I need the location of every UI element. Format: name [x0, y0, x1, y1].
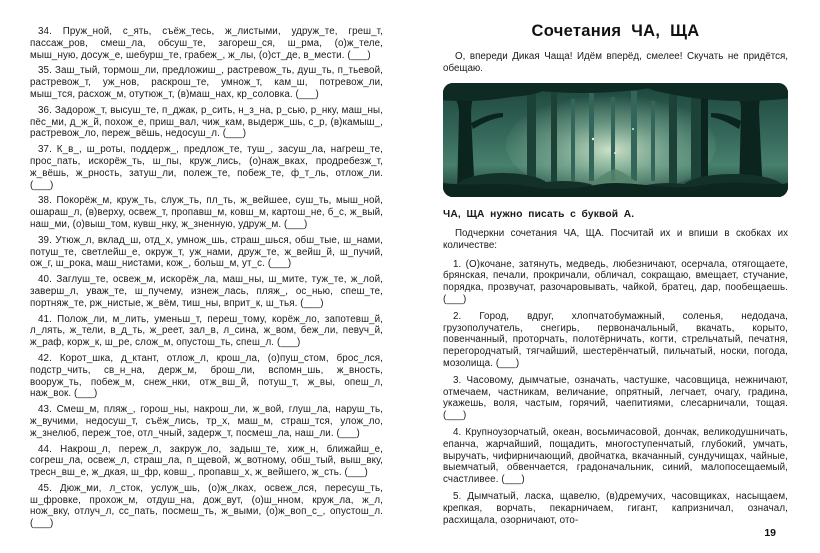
forest-svg [443, 83, 788, 197]
exercise-number: 40. [38, 274, 52, 286]
exercise-text: Корот_шка, д_ктант, отлож_л, крош_ла, (о)пуш_стом, брос_лся, подстр_чить, св_н_на, держ_м, брош_ли, вспомн_шь, ж_вность, вооруж_ть, побеж_м, снеж_нки, отж_вш_й, потуш_т, ж_вы, опеш_л, наж_вок. (___) [30, 352, 383, 400]
exercise-paragraph [30, 65, 383, 100]
word-list-item [443, 427, 788, 486]
exercise-list [30, 26, 383, 530]
item-text: Город, вдруг, хлопчатобумажный, соленья, недодача, грузополучатель, снегирь, первоначальный, вкачать, корыто, повенчанный, проторчать, полотёрничать, когти, стрельчатый, печатня, перегородчатый, тягчайший, шестерёнчатый, пильчатый, носки, погода, мозолища. (___) [443, 310, 788, 369]
word-list-item [443, 375, 788, 422]
exercise-paragraph [30, 26, 383, 61]
exercise-number: 45. [38, 482, 52, 494]
item-number: 5. [453, 490, 462, 502]
forest-illustration [443, 83, 788, 197]
exercise-number: 36. [38, 104, 52, 116]
exercise-paragraph [30, 105, 383, 140]
exercise-number: 43. [38, 404, 52, 416]
right-page [443, 0, 788, 553]
exercise-paragraph [30, 235, 383, 270]
exercise-number: 44. [38, 443, 52, 455]
word-list [443, 259, 788, 527]
exercise-paragraph [30, 483, 383, 530]
exercise-text: Заглуш_те, освеж_м, искорёж_ла, маш_ны, ш_мите, туж_те, ж_лой, заверш_л, уваж_те, ш_пучему, изнеж_лась, пляж_, ос_нью, спеш_те, портняж_те, рж_нистые, ж_вём, тиш_ны, вприт_к, ш_тья. (___) [30, 274, 383, 309]
exercise-number: 39. [38, 234, 52, 246]
exercise-text: Накрош_л, переж_л, закруж_ло, задыш_те, хиж_н, ближайш_е, согреш_ла, освеж_л, страш_ла, п_щевой, ж_вотному, обш_тый, выш_вку, тресн_вш_е, ж_дкая, ш_фр, ковш_, пропавш_х, ж_вейшего, ж_сть. (___) [30, 443, 383, 479]
exercise-number: 35. [38, 65, 52, 77]
epigraph-text: О, впереди Дикая Чаща! Идём вперёд, смелее! Скучать не придётся, обещаю. [443, 51, 788, 75]
exercise-text: Пруж_ной, с_ять, съёж_тесь, ж_листыми, удруж_те, греш_т, пассаж_ров, смеш_ла, обсуш_те, загореш_ся, ш_рма, (о)ж_теле, мыш_ную, досуж_е, шебурш_те, грабеж_, ж_лы, (о)ст_де, в_мести. (___) [30, 26, 383, 61]
exercise-text: Заш_тый, тормош_ли, предложиш_, растревож_ть, душ_ть, п_тьевой, растревож_т, уж_нов, раскрош_те, умнож_т, кам_ш, потревож_ли, мыш_тся, расхож_м, отутюж_т, (в)маш_нах, кр_соловка. (___) [30, 65, 384, 100]
exercise-paragraph [30, 144, 383, 191]
item-text: (О)кочане, затянуть, медведь, любезничают, осерчала, отягощаете, брянская, печали, прокричали, обличал, сокращаю, вмещает, стучание, порядка, прозвучат, разочаровывать, чайкой, братец, дар, пообещаешь. (___) [443, 258, 788, 306]
exercise-text: Полож_ли, м_лить, уменьш_т, переш_тому, корёж_ло, запотевш_й, л_лять, ж_тели, в_д_ть, ж_реет, зал_в, л_сина, ж_вом, беж_ли, певуч_й, ж_раф, корж_к, ш_ре, слож_м, опустош_ть, спеш_л. (___) [30, 313, 383, 349]
exercise-paragraph [30, 404, 383, 439]
item-text: Крупноузорчатый, океан, восьмичасовой, дончак, великодушничать, епанча, жарчайший, пощадить, многоступенчатый, глубокий, умчать, выручать, чифирничающий, двойчатка, вкачанный, сундучищах, чайные, выемчатый, обвенчается, градоначальник, синий, малопосещаемый, счастливее. (___) [443, 426, 788, 486]
exercise-number: 38. [38, 195, 52, 207]
exercise-number: 42. [38, 352, 52, 364]
item-number: 4. [453, 426, 462, 438]
item-number: 1. [453, 258, 462, 270]
exercise-text: Задорож_т, высуш_те, п_джак, р_сить, н_з_на, р_сью, р_нку, маш_ны, пёс_ми, д_ж_й, похож_е, приш_вал, чиж_кам, выдерж_шь, с_р, (в)камыш_, растревож_ло, переж_вёшь, недосуш_л. (___) [30, 104, 383, 140]
section-title: Сочетания ЧА, ЩА [531, 22, 700, 40]
exercise-number: 37. [38, 144, 52, 156]
word-list-item [443, 259, 788, 306]
word-list-item [443, 491, 788, 526]
item-number: 2. [453, 310, 462, 322]
rule-text: ЧА, ЩА нужно писать с буквой А. [443, 208, 635, 220]
exercise-paragraph [30, 353, 383, 400]
exercise-text: Утюж_л, вклад_ш, отд_х, умнож_шь, страш_шься, обш_тые, ш_нами, потуш_те, светлейш_е, окруж_т, уж_нами, друж_те, ж_вейш_й, ш_пучий, ож_г, ш_рока, маш_нистами, кож_, больш_м, ут_с. (___) [30, 234, 383, 270]
page-number: 19 [764, 527, 776, 539]
item-text: Дымчатый, ласка, щавелю, (в)дремучих, часовщиках, насыщаем, крепкая, ворчать, пекарничаем, гигант, капризничал, означал, расхищала, озорничают, ото- [443, 490, 788, 526]
exercise-number: 41. [38, 313, 52, 325]
exercise-number: 34. [38, 26, 52, 37]
exercise-text: Смеш_м, пляж_, горош_ны, накрош_ли, ж_вой, глуш_ла, наруш_ть, ж_вучими, недосуш_т, съёж_лись, тр_х, маш_м, страш_тся, улож_ло, ж_знелюб, переж_тое, отл_чный, задерж_т, посмеш_ла, наш_ли. (___) [30, 404, 384, 439]
task-text: Подчеркни сочетания ЧА, ЩА. Посчитай их и впиши в скобках их количестве: [443, 227, 788, 252]
item-number: 3. [453, 374, 462, 386]
exercise-paragraph [30, 444, 383, 479]
exercise-text: Покорёж_м, круж_ть, служ_ть, пл_ть, ж_вейшее, суш_ть, мыш_ной, ошараш_л, (в)верху, освеж_т, пропавш_м, ковш_м, картош_не, б_с, ж_вый, наш_ми, (о)выш_том, кувш_нку, ж_зненную, удруж_м. (___) [30, 195, 384, 230]
exercise-paragraph [30, 274, 383, 309]
item-text: Часовому, дымчатые, означать, частушке, часовщица, нежничают, отмечаем, частникам, величание, опрятный, легчает, очагу, градина, укажешь, воля, частым, горячий, чаепитиями, слесарничали, тощая. (___) [443, 374, 788, 422]
word-list-item [443, 311, 788, 370]
exercise-paragraph [30, 314, 383, 349]
exercise-text: К_в_, ш_роты, поддерж_, предлож_те, туш_, засуш_ла, нагреш_те, прос_пать, искорёж_ть, ш_пы, круж_лись, (о)наж_вках, продребезж_т, ж_вёшь, ж_рность, затуш_ли, полеж_те, побеж_те, ф_т_ль, отлож_ли. (___) [30, 144, 383, 191]
left-page [30, 0, 383, 553]
exercise-text: Дюж_ми, л_сток, услуж_шь, (о)ж_лках, освеж_лся, пересуш_ть, ш_фровке, прохож_м, отдуш_на, дож_вут, (о)ш_нном, круж_ла, ж_л, нож_вку, отлуч_л, сс_пать, посмеш_ть, ж_выми, (о)ж_воп_с_, опустош_л. (___) [30, 482, 383, 530]
exercise-paragraph [30, 195, 383, 230]
